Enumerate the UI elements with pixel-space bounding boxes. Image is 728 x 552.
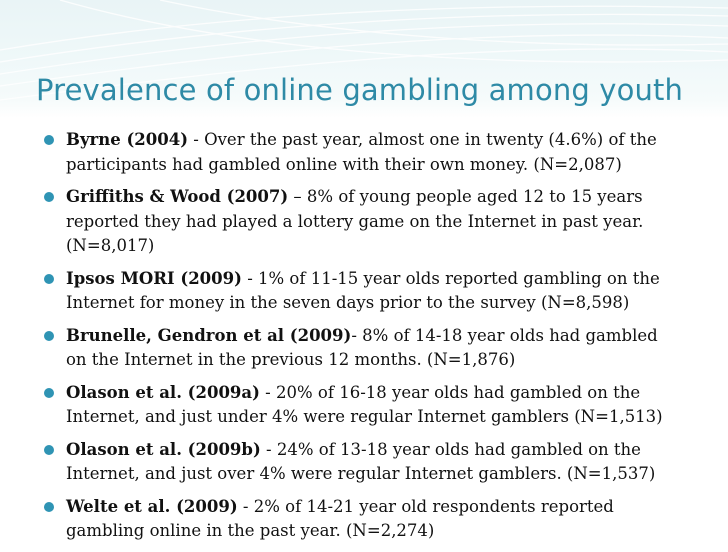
bullet-line [66, 128, 698, 153]
round-bullet-icon [44, 502, 54, 512]
bullet-line: participants had gambled online with their own money. (N=2,087) [66, 154, 622, 174]
bullet-list [0, 128, 728, 552]
round-bullet-icon [44, 192, 54, 202]
study-name: Olason et al. (2009b) [66, 439, 261, 459]
bullet-item [0, 185, 728, 259]
study-name: Griffiths & Wood (2007) [66, 187, 289, 206]
study-text: - 1% of 11-15 year olds reported gambling on the [247, 268, 660, 288]
bullet-line: (N=8,017) [66, 236, 155, 255]
study-text: - 24% of 13-18 year olds had gambled on the [266, 439, 641, 459]
bullet-line [66, 267, 698, 292]
bullet-line: gambling online in the past year. (N=2,274) [66, 521, 435, 540]
bullet-line: Internet, and just over 4% were regular Internet gamblers. (N=1,537) [66, 464, 656, 483]
round-bullet-icon [44, 274, 54, 284]
study-text: - Over the past year, almost one in twenty (4.6%) of the [193, 130, 657, 149]
study-text: – 8% of young people aged 12 to 15 years [293, 187, 643, 206]
round-bullet-icon [44, 388, 54, 398]
round-bullet-icon [44, 135, 54, 145]
bullet-line: reported they had played a lottery game on the Internet in past year. [66, 211, 644, 231]
bullet-item [0, 267, 728, 316]
bullet-line: on the Internet in the previous 12 months. (N=1,876) [66, 350, 516, 369]
bullet-item [0, 438, 728, 487]
bullet-line [66, 185, 698, 210]
round-bullet-icon [44, 331, 54, 341]
study-text: - 20% of 16-18 year olds had gambled on the [265, 382, 641, 402]
bullet-item [0, 381, 728, 430]
study-text: - 8% of 14-18 year olds had gambled [351, 325, 658, 345]
bullet-line: Internet for money in the seven days prior to the survey (N=8,598) [66, 293, 630, 312]
round-bullet-icon [44, 445, 54, 455]
study-text: - 2% of 14-21 year old respondents reported [242, 496, 614, 516]
slide-title: Prevalence of online gambling among youth [36, 73, 684, 107]
study-name: Ipsos MORI (2009) [66, 268, 242, 288]
bullet-item [0, 324, 728, 373]
bullet-line [66, 324, 698, 349]
study-name: Brunelle, Gendron et al (2009) [66, 325, 352, 345]
bullet-line [66, 438, 698, 463]
bullet-item [0, 128, 728, 177]
bullet-line [66, 381, 698, 406]
bullet-line: Internet, and just under 4% were regular Internet gamblers (N=1,513) [66, 407, 663, 426]
study-name: Byrne (2004) [66, 130, 189, 149]
bullet-item [0, 495, 728, 544]
study-name: Olason et al. (2009a) [66, 382, 260, 402]
bullet-line [66, 495, 698, 520]
study-name: Welte et al. (2009) [66, 496, 238, 516]
